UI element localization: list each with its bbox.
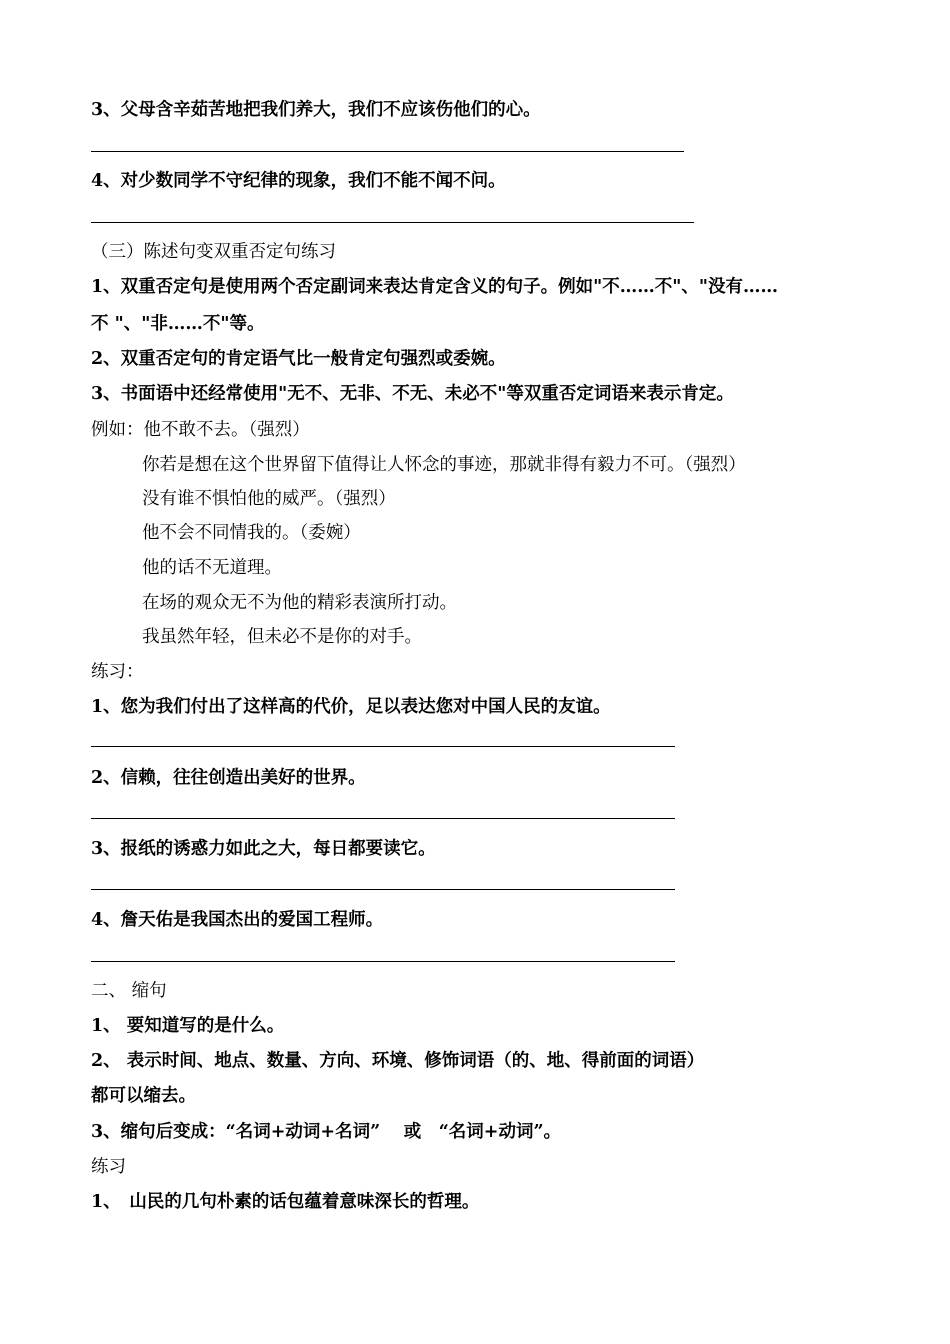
example-heading: 例如：他不敢不去。（强烈）	[91, 420, 310, 440]
practice-heading: 练习：	[91, 662, 144, 682]
answer-line	[91, 889, 675, 890]
answer-line	[91, 746, 675, 747]
practice-item-1: 1、您为我们付出了这样高的代价，足以表达您对中国人民的友谊。	[91, 697, 611, 717]
practice-heading: 练习	[91, 1157, 126, 1177]
example-sentence: 他不会不同情我的。（委婉）	[142, 523, 361, 543]
example-sentence: 在场的观众无不为他的精彩表演所打动。	[142, 593, 457, 613]
rule-2: 2、双重否定句的肯定语气比一般肯定句强烈或委婉。	[91, 349, 506, 369]
exercise-item-4: 4、对少数同学不守纪律的现象，我们不能不闻不问。	[91, 171, 506, 191]
practice-item-4: 4、詹天佑是我国杰出的爱国工程师。	[91, 910, 384, 930]
practice-item-2: 2、信赖，往往创造出美好的世界。	[91, 768, 366, 788]
exercise-item-3: 3、父母含辛茹苦地把我们养大，我们不应该伤他们的心。	[91, 100, 541, 120]
section-title-sentence-reduction: 二、 缩句	[91, 981, 167, 1001]
reduction-rule-2: 2、 表示时间、地点、数量、方向、环境、修饰词语（的、地、得前面的词语）	[91, 1051, 705, 1071]
answer-line	[91, 222, 694, 223]
rule-1: 1、双重否定句是使用两个否定副词来表达肯定含义的句子。例如"不……不"、"没有……	[91, 277, 779, 297]
rule-3: 3、书面语中还经常使用"无不、无非、不无、未必不"等双重否定词语来表示肯定。	[91, 384, 734, 404]
rule-1-continued: 不 "、"非……不"等。	[91, 314, 265, 334]
reduction-rule-2-continued: 都可以缩去。	[91, 1086, 196, 1106]
reduction-practice-item-1: 1、 山民的几句朴素的话包蕴着意味深长的哲理。	[91, 1192, 480, 1212]
reduction-rule-1: 1、 要知道写的是什么。	[91, 1016, 285, 1036]
example-sentence: 他的话不无道理。	[142, 558, 282, 578]
example-sentence: 我虽然年轻，但未必不是你的对手。	[142, 627, 422, 647]
answer-line	[91, 818, 675, 819]
example-sentence: 没有谁不惧怕他的威严。（强烈）	[142, 489, 396, 509]
section-title-double-negative: （三）陈述句变双重否定句练习	[91, 242, 336, 262]
answer-line	[91, 151, 684, 152]
practice-item-3: 3、报纸的诱惑力如此之大，每日都要读它。	[91, 839, 436, 859]
reduction-rule-3: 3、缩句后变成：“名词+动词+名词” 或 “名词+动词”。	[91, 1122, 562, 1142]
answer-line	[91, 961, 675, 962]
example-sentence: 你若是想在这个世界留下值得让人怀念的事迹，那就非得有毅力不可。（强烈）	[142, 455, 746, 475]
